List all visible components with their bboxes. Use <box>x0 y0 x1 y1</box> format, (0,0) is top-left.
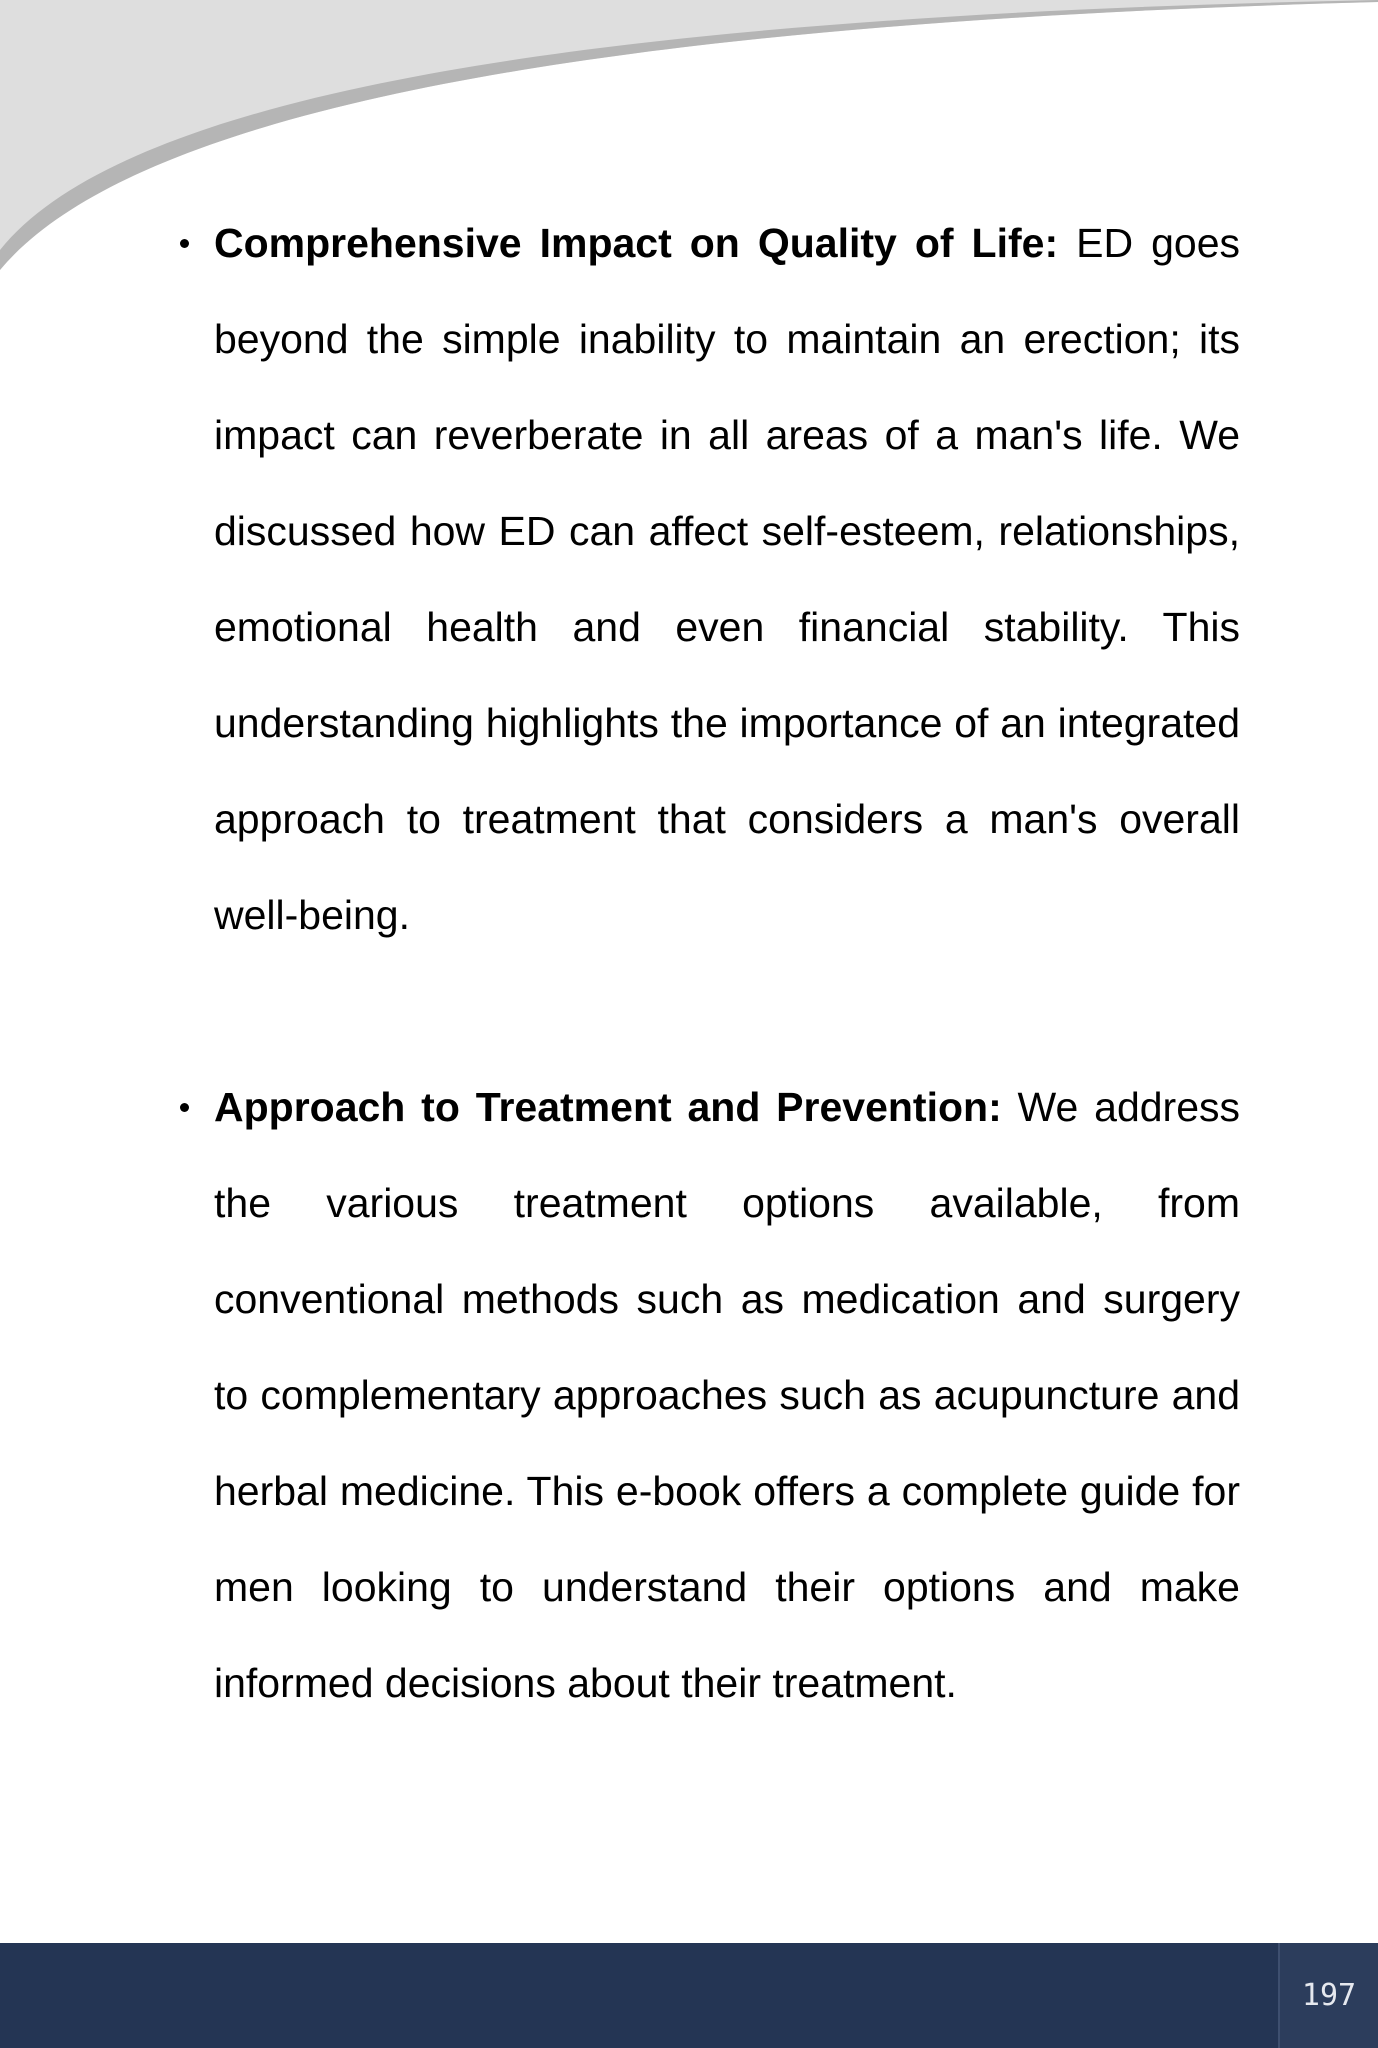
bullet-item-treatment-prevention <box>168 1059 1240 1731</box>
bullet-text: We address the various treatment options available, from conventional methods such as medication and surgery to complementary approaches such as acupuncture and herbal medicine. This e-book offers a complete guide for men looking to understand their options and make informed decisions about their treatment. <box>214 1084 1241 1706</box>
main-content <box>168 195 1240 1731</box>
bullet-heading: Comprehensive Impact on Quality of Life: <box>214 220 1059 266</box>
page-number-box <box>1278 1943 1378 2048</box>
bullet-heading: Approach to Treatment and Prevention: <box>214 1084 1002 1130</box>
page-number: 197 <box>1301 1978 1357 2013</box>
bullet-item-quality-of-life <box>168 195 1240 963</box>
bullet-text: ED goes beyond the simple inability to maintain an erection; its impact can reverberate in all areas of a man's life. We discussed how ED can affect self-esteem, relationships, emotional health and even financial stability. This understanding highlights the importance of an integrated approach to treatment that considers a man's overall well-being. <box>214 220 1240 938</box>
footer-bar <box>0 1943 1378 2048</box>
bullet-dot <box>180 1103 189 1112</box>
bullet-dot <box>180 239 189 248</box>
